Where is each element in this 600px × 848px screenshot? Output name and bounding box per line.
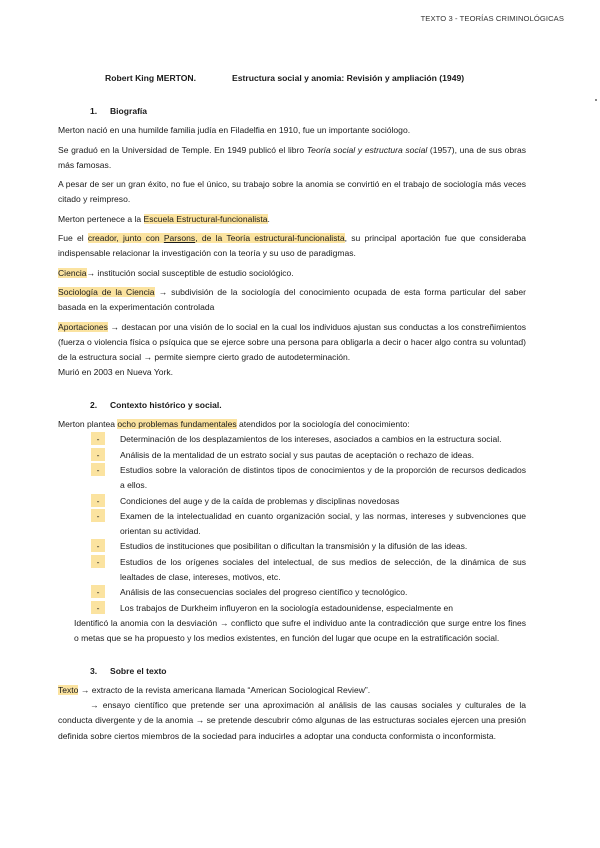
- dash-marker: -: [91, 509, 105, 522]
- highlight-term: Sociología de la Ciencia: [58, 286, 155, 297]
- dash-marker: -: [91, 448, 105, 461]
- book-title: Teoría social y estructura social: [306, 144, 428, 155]
- section-heading-biografia: [58, 104, 526, 119]
- paragraph: Identificó la anomia con la desviación → conflicto que sufre el individuo ante la contradicción que surge entre los fines o metas que se ha propuesto y los medios existentes, en función del lugar que ocupe en la estratificación social.: [74, 617, 526, 644]
- list-item: - Estudios de los orígenes sociales del intelectual, de sus medios de selección, de la dinámica de sus lealtades de clase, intereses, motivos, etc.: [58, 555, 526, 586]
- list-item: - Los trabajos de Durkheim influyeron en la sociología estadounidense, especialmente en: [58, 601, 526, 616]
- highlight-term: Aportaciones: [58, 321, 108, 332]
- paragraph: Merton plantea ocho problemas fundamentales atendidos por la sociología del conocimiento:: [58, 419, 410, 430]
- definition-aportaciones: Aportaciones → destacan por una visión de lo social en la cual los individuos ajustan sus conductas a los constreñimientos (fuerza o violencia física o psíquica que se ejerce sobre una persona para obligarla a decir o hacer algo contra su voluntad) de la estructura social → permite siempre cierto grado de autodeterminación.: [58, 321, 526, 363]
- highlight: Escuela Estructural-funcionalista: [143, 213, 268, 224]
- list-item: - Análisis de las consecuencias sociales del progreso científico y tecnológico.: [58, 585, 526, 600]
- list-item: - Estudios de instituciones que posibilitan o dificultan la transmisión y la difusión de las ideas.: [58, 539, 526, 554]
- section-title: Contexto histórico y social.: [110, 399, 222, 410]
- highlight-term: Texto: [58, 684, 79, 695]
- dash-marker: -: [91, 555, 105, 568]
- paragraph: → ensayo científico que pretende ser una aproximación al análisis de las causas sociales y culturales de la conducta divergente y de la anomia → se pretende descubrir cómo algunas de las estructuras sociales ejercen una presión definida sobre ciertos miembros de la sociedad para inducirles a adoptar una conducta conformista o inconformista.: [58, 700, 526, 741]
- dash-marker: -: [91, 494, 105, 507]
- running-header: TEXTO 3 - TEORÍAS CRIMINOLÓGICAS: [420, 14, 564, 23]
- highlight: creador, junto con Parsons, de la Teoría estructural-funcionalista: [87, 233, 345, 244]
- definition-ciencia: Ciencia→ institución social susceptible de estudio sociológico.: [58, 267, 294, 278]
- dash-marker: -: [91, 539, 105, 552]
- list-item: - Examen de la intelectualidad en cuanto organización social, y las normas, intereses y subvenciones que orientan su actividad.: [58, 509, 526, 540]
- document-body: [58, 104, 526, 744]
- section-number: 1.: [90, 106, 98, 116]
- list-item: - Estudios sobre la valoración de distintos tipos de conocimientos y de la proporción de recursos dedicados a ellos.: [58, 463, 526, 494]
- section-heading-contexto: [58, 398, 526, 413]
- list-item: - Determinación de los desplazamientos de los intereses, asociados a cambios en la estructura social.: [58, 432, 526, 447]
- section-title: Biografía: [110, 106, 148, 116]
- paragraph: Se graduó en la Universidad de Temple. En 1949 publicó el libro Teoría social y estructura social (1957), una de sus obras más famosas.: [58, 144, 526, 170]
- dash-marker: -: [91, 432, 105, 445]
- problems-list: [58, 432, 526, 616]
- dash-marker: -: [91, 585, 105, 598]
- highlight: ocho problemas fundamentales: [117, 419, 237, 430]
- section-number: 3.: [90, 665, 98, 676]
- section-heading-sobre-texto: [58, 664, 526, 679]
- highlight-term: Ciencia: [58, 267, 87, 278]
- section-number: 2.: [90, 399, 98, 410]
- definition-texto: Texto → extracto de la revista americana llamada “American Sociological Review”.: [58, 684, 371, 695]
- margin-dot: [595, 99, 597, 101]
- list-item: - Condiciones del auge y de la caída de problemas y disciplinas novedosas: [58, 494, 526, 509]
- paragraph: A pesar de ser un gran éxito, no fue el único, su trabajo sobre la anomia se convirtió en el trabajo de sociología más veces citado y reimpreso.: [58, 179, 526, 205]
- paragraph: Fue el creador, junto con Parsons, de la Teoría estructural-funcionalista, su principal aportación fue que consideraba indispensable relacionar la investigación con la teoría y su uso de paradigmas.: [58, 233, 526, 259]
- definition-sociologia-ciencia: Sociología de la Ciencia → subdivisión de la sociología del conocimiento ocupada de esta forma particular del saber basada en la experimentación controlada: [58, 286, 527, 313]
- title-author: Robert King MERTON.: [105, 73, 197, 83]
- list-item: - Análisis de la mentalidad de un estrato social y sus pautas de aceptación o rechazo de ideas.: [58, 448, 526, 463]
- paragraph: Merton nació en una humilde familia judía en Filadelfia en 1910, fue un importante sociólogo.: [58, 125, 411, 136]
- section-title: Sobre el texto: [110, 665, 167, 676]
- paragraph: Murió en 2003 en Nueva York.: [58, 367, 173, 378]
- dash-marker: -: [91, 463, 105, 476]
- paragraph: Merton pertenece a la Escuela Estructural-funcionalista.: [58, 213, 270, 224]
- dash-marker: -: [91, 601, 105, 614]
- title-work: Estructura social y anomia: Revisión y ampliación (1949): [232, 73, 465, 83]
